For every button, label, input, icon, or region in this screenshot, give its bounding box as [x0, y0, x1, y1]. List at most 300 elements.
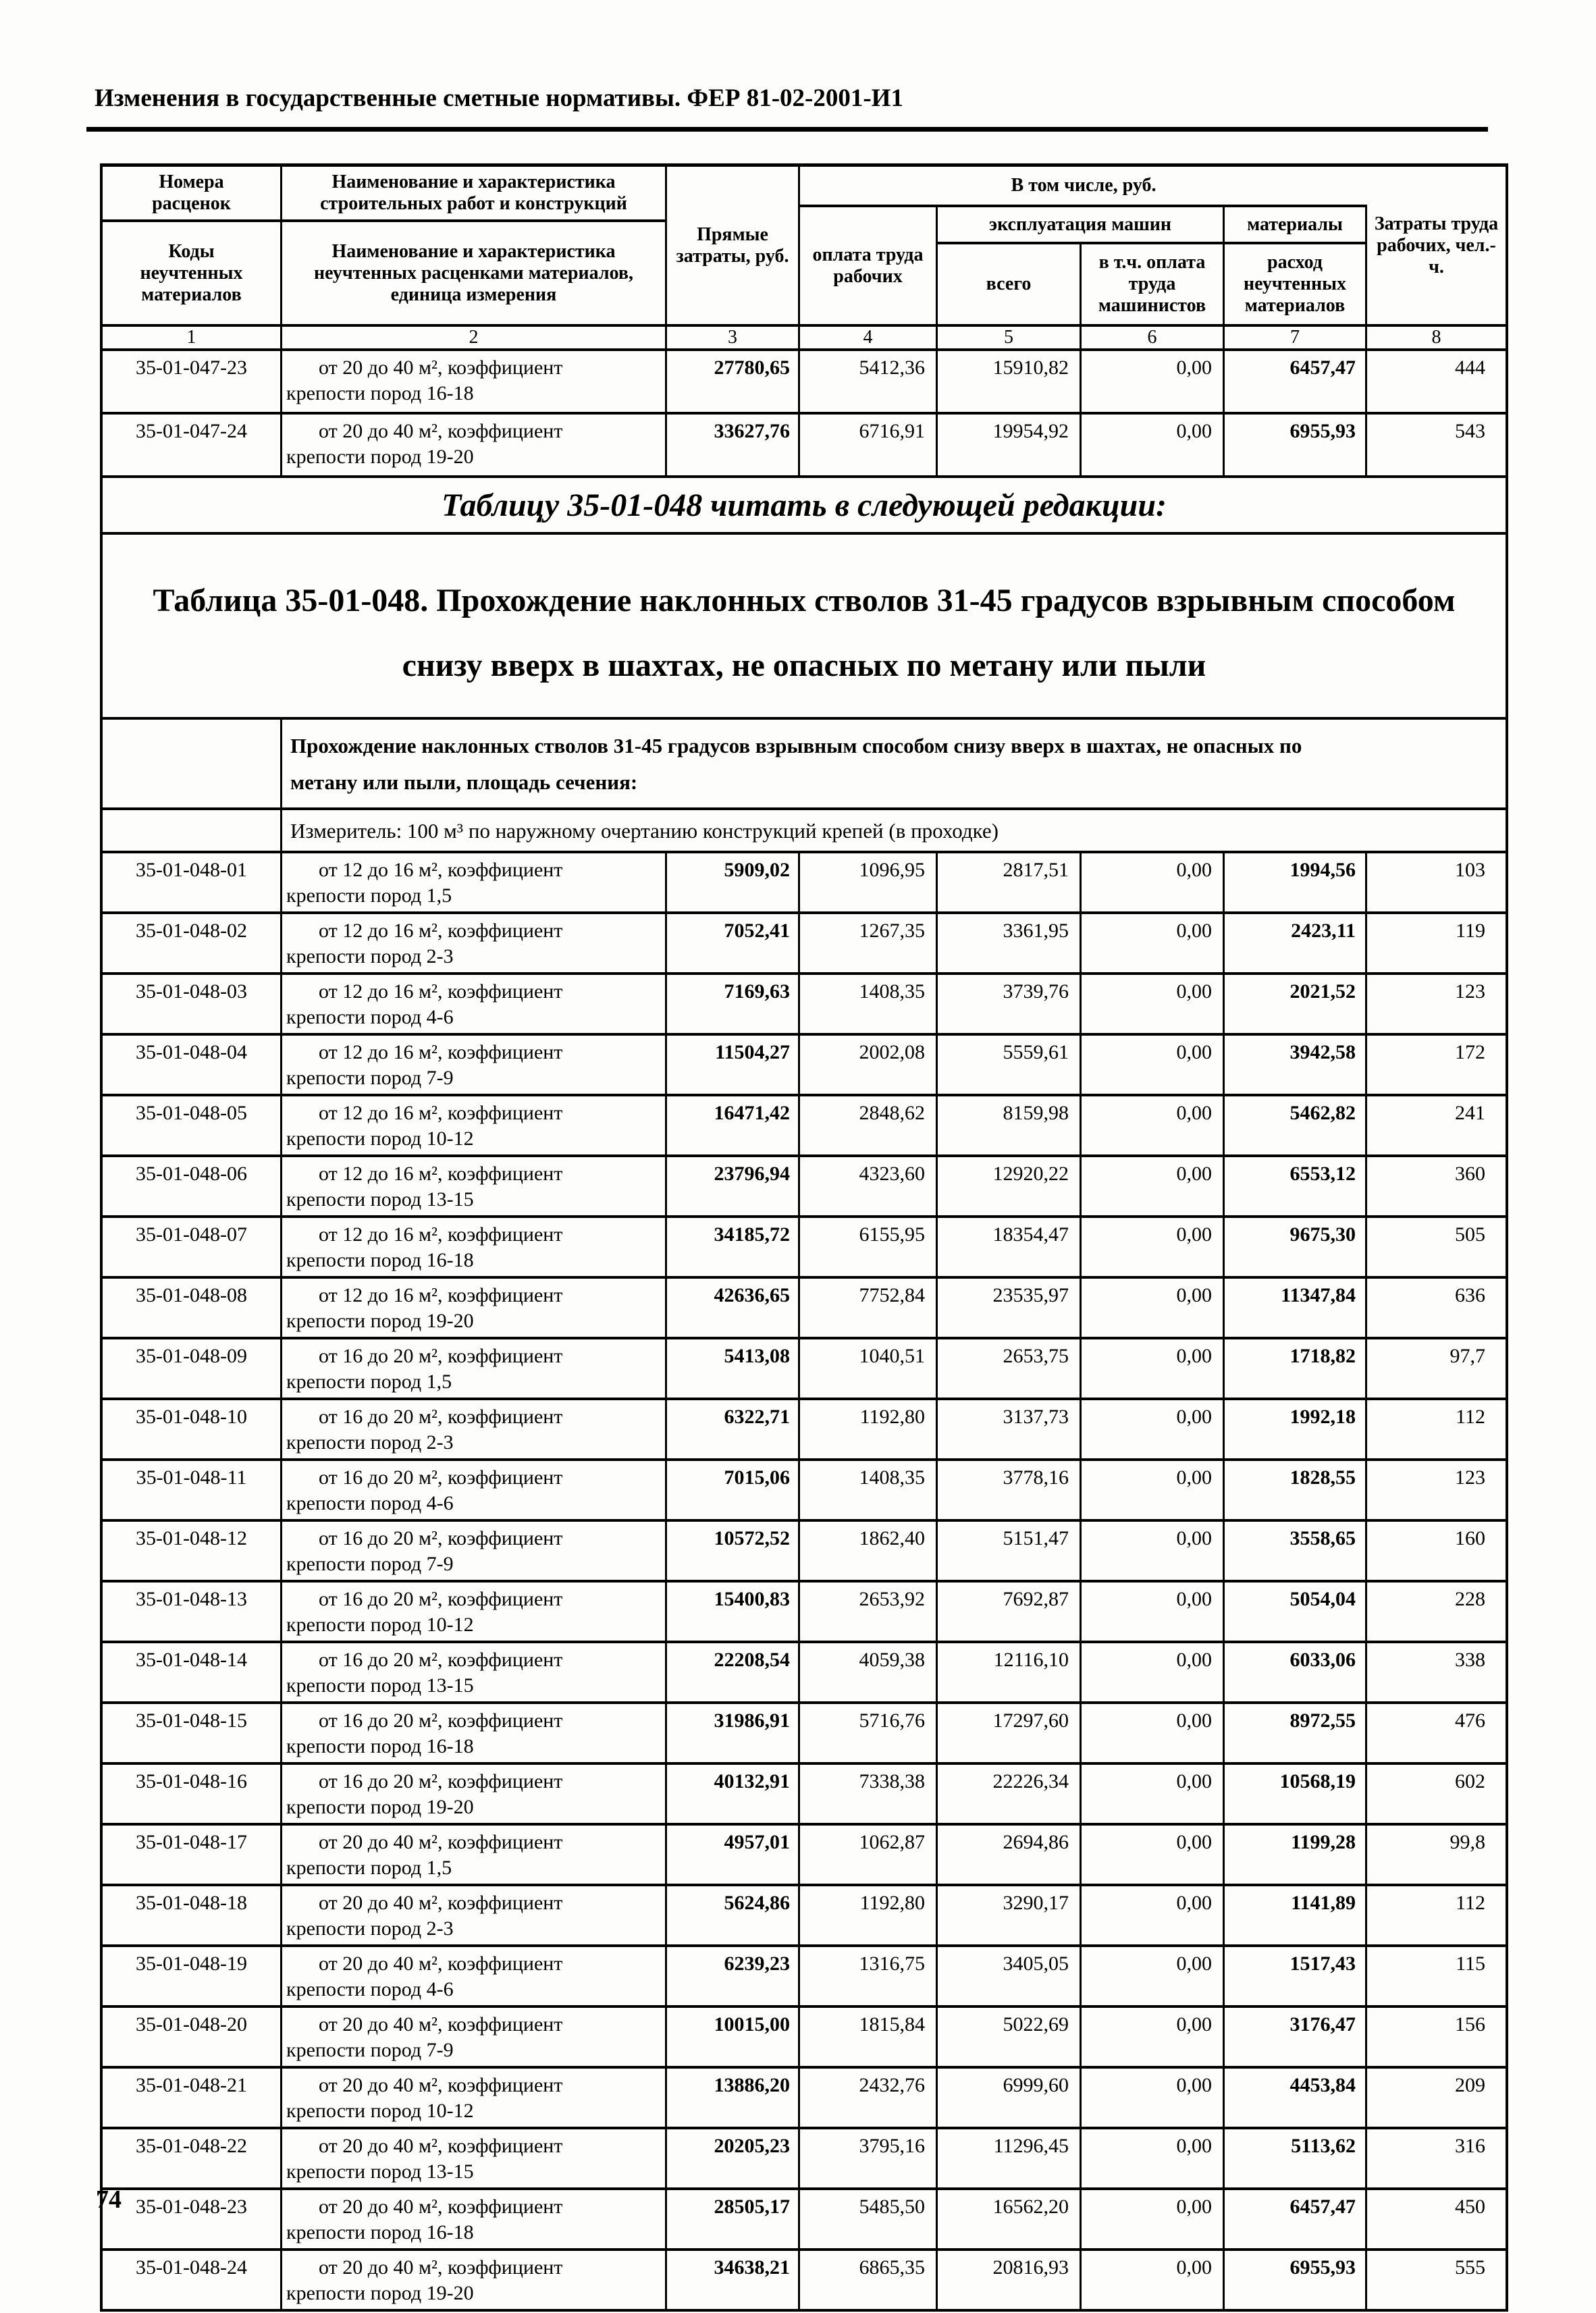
work-description	[282, 1157, 667, 1215]
machines-total-value: 11296,45	[938, 2129, 1082, 2187]
table-row	[103, 1033, 1506, 1094]
machinists-pay-value: 0,00	[1082, 1765, 1225, 1823]
labor-hours-value: 543	[1455, 420, 1485, 442]
machines-total-value: 8159,98	[938, 1096, 1082, 1154]
materials-consumption-value: 5113,62	[1225, 2129, 1367, 2187]
description-line1: от 20 до 40 м², коэффициент	[319, 356, 563, 379]
materials-consumption-value: 9675,30	[1225, 1218, 1367, 1276]
column-numbers-row	[103, 324, 1506, 348]
machinists-pay-value: 0,00	[1082, 1583, 1225, 1641]
labor-hours-value: 99,8	[1449, 1831, 1485, 1853]
rate-code: 35-01-048-22	[103, 2129, 282, 2187]
subtitle-spacer-cell	[103, 720, 282, 807]
direct-costs-value: 31986,91	[667, 1704, 800, 1762]
description-line1: от 12 до 16 м², коэффициент	[319, 859, 563, 881]
materials-consumption-value: 1994,56	[1225, 853, 1367, 911]
table-header	[103, 167, 1506, 324]
machines-total-value: 2653,75	[938, 1339, 1082, 1398]
work-description	[282, 1400, 667, 1458]
machines-total-value: 6999,60	[938, 2069, 1082, 2127]
column-number: 5	[938, 327, 1082, 348]
materials-consumption-value: 1992,18	[1225, 1400, 1367, 1458]
direct-costs-value: 20205,23	[667, 2129, 800, 2187]
rate-code: 35-01-048-05	[103, 1096, 282, 1154]
labor-pay-value: 6155,95	[800, 1218, 938, 1276]
group-materials	[1225, 207, 1367, 324]
machines-total-value: 7692,87	[938, 1583, 1082, 1641]
direct-costs-value: 16471,42	[667, 1096, 800, 1154]
machinists-pay-value: 0,00	[1082, 1522, 1225, 1580]
work-description	[282, 1461, 667, 1519]
column-description	[282, 167, 667, 324]
column-number: 2	[282, 327, 667, 348]
machinists-pay-value: 0,00	[1082, 1096, 1225, 1154]
machines-total-value: 20816,93	[938, 2251, 1082, 2309]
labor-hours-value: 112	[1456, 1892, 1485, 1914]
labor-hours-value: 241	[1455, 1102, 1485, 1124]
direct-costs-value: 33627,76	[667, 415, 800, 475]
machinists-pay-value: 0,00	[1082, 1036, 1225, 1094]
materials-consumption-value: 6955,93	[1225, 415, 1367, 475]
machines-total-value: 12116,10	[938, 1643, 1082, 1701]
table-row	[103, 911, 1506, 972]
description-line2: крепости пород 19-20	[286, 2282, 474, 2304]
labor-hours-value: 505	[1455, 1223, 1485, 1246]
direct-costs-value: 6322,71	[667, 1400, 800, 1458]
rate-code: 35-01-048-12	[103, 1522, 282, 1580]
measure-spacer-cell	[103, 810, 282, 851]
machinists-pay-value: 0,00	[1082, 2251, 1225, 2309]
description-line1: от 20 до 40 м², коэффициент	[319, 2196, 563, 2218]
column-number: 3	[667, 327, 800, 348]
table-row	[103, 1944, 1506, 2005]
labor-hours-value: 172	[1455, 1041, 1485, 1063]
work-description	[282, 1826, 667, 1884]
header-machines-total: всего	[938, 244, 1082, 324]
machines-total-value: 5559,61	[938, 1036, 1082, 1094]
labor-pay-value: 2432,76	[800, 2069, 938, 2127]
direct-costs-value: 28505,17	[667, 2190, 800, 2248]
machines-total-value: 3405,05	[938, 1947, 1082, 2005]
rate-code: 35-01-048-04	[103, 1036, 282, 1094]
labor-pay-value: 1096,95	[800, 853, 938, 911]
direct-costs-value: 42636,65	[667, 1279, 800, 1337]
table-048-measure: Измеритель: 100 м³ по наружному очертанию конструкций крепей (в проходке)	[290, 819, 999, 843]
work-description	[282, 1704, 667, 1762]
machines-total-value: 17297,60	[938, 1704, 1082, 1762]
description-line2: крепости пород 13-15	[286, 1188, 474, 1211]
machinists-pay-value: 0,00	[1082, 2129, 1225, 2187]
direct-costs-value: 5413,08	[667, 1339, 800, 1398]
materials-consumption-value: 1828,55	[1225, 1461, 1367, 1519]
table-048-subtitle	[282, 720, 1506, 807]
work-description	[282, 975, 667, 1033]
work-description	[282, 1583, 667, 1641]
description-line2: крепости пород 16-18	[286, 2221, 474, 2243]
description-line2: крепости пород 2-3	[286, 945, 454, 967]
labor-pay-value: 1040,51	[800, 1339, 938, 1398]
work-description	[282, 1643, 667, 1701]
labor-hours-value: 97,7	[1449, 1345, 1485, 1367]
rate-code: 35-01-048-10	[103, 1400, 282, 1458]
materials-consumption-value: 10568,19	[1225, 1765, 1367, 1823]
table-row	[103, 1580, 1506, 1641]
labor-hours-value: 156	[1455, 2013, 1485, 2036]
work-description	[282, 1947, 667, 2005]
table-row	[103, 1884, 1506, 1944]
rate-code: 35-01-048-19	[103, 1947, 282, 2005]
labor-pay-value: 5412,36	[800, 351, 938, 412]
materials-consumption-value: 3558,65	[1225, 1522, 1367, 1580]
rate-code: 35-01-048-01	[103, 853, 282, 911]
labor-pay-value: 4059,38	[800, 1643, 938, 1701]
description-line1: от 16 до 20 м², коэффициент	[319, 1466, 563, 1489]
machines-total-value: 16562,20	[938, 2190, 1082, 2248]
description-line1: от 12 до 16 м², коэффициент	[319, 1163, 563, 1185]
labor-hours-value: 476	[1455, 1709, 1485, 1732]
work-description	[282, 1218, 667, 1276]
description-line2: крепости пород 16-18	[286, 382, 474, 404]
direct-costs-value: 7015,06	[667, 1461, 800, 1519]
labor-pay-value: 1192,80	[800, 1886, 938, 1944]
column-rate-numbers	[103, 167, 282, 324]
description-line1: от 16 до 20 м², коэффициент	[319, 1406, 563, 1428]
description-line1: от 12 до 16 м², коэффициент	[319, 1284, 563, 1306]
table-row	[103, 1458, 1506, 1519]
description-line2: крепости пород 7-9	[286, 1067, 454, 1089]
work-description	[282, 2251, 667, 2309]
machines-total-value: 18354,47	[938, 1218, 1082, 1276]
labor-pay-value: 3795,16	[800, 2129, 938, 2187]
machinists-pay-value: 0,00	[1082, 2069, 1225, 2127]
machinists-pay-value: 0,00	[1082, 975, 1225, 1033]
description-line1: от 20 до 40 м², коэффициент	[319, 2013, 563, 2036]
labor-hours-value: 123	[1455, 1466, 1485, 1489]
machines-total-value: 15910,82	[938, 351, 1082, 412]
labor-pay-value: 1408,35	[800, 975, 938, 1033]
machinists-pay-value: 0,00	[1082, 1157, 1225, 1215]
machines-total-value: 12920,22	[938, 1157, 1082, 1215]
labor-hours-value: 555	[1455, 2256, 1485, 2279]
work-description	[282, 1096, 667, 1154]
materials-consumption-value: 6955,93	[1225, 2251, 1367, 2309]
work-description	[282, 1522, 667, 1580]
table-row	[103, 1215, 1506, 1276]
labor-pay-value: 7338,38	[800, 1765, 938, 1823]
labor-pay-value: 2653,92	[800, 1583, 938, 1641]
description-line2: крепости пород 1,5	[286, 884, 452, 907]
rate-code: 35-01-048-11	[103, 1461, 282, 1519]
description-line1: от 16 до 20 м², коэффициент	[319, 1345, 563, 1367]
header-works-description: Наименование и характеристика строительных работ и конструкций	[282, 167, 665, 222]
direct-costs-value: 34638,21	[667, 2251, 800, 2309]
machines-total-value: 3739,76	[938, 975, 1082, 1033]
description-line2: крепости пород 7-9	[286, 1553, 454, 1575]
machinists-pay-value: 0,00	[1082, 415, 1225, 475]
table-row	[103, 2248, 1506, 2309]
work-description	[282, 1765, 667, 1823]
labor-pay-value: 6865,35	[800, 2251, 938, 2309]
labor-pay-value: 2002,08	[800, 1036, 938, 1094]
description-line1: от 12 до 16 м², коэффициент	[319, 1102, 563, 1124]
rate-code: 35-01-048-09	[103, 1339, 282, 1398]
materials-consumption-value: 6553,12	[1225, 1157, 1367, 1215]
materials-consumption-value: 8972,55	[1225, 1704, 1367, 1762]
materials-consumption-value: 1199,28	[1225, 1826, 1367, 1884]
materials-consumption-value: 3176,47	[1225, 2008, 1367, 2066]
description-line1: от 12 до 16 м², коэффициент	[319, 1223, 563, 1246]
header-material-codes: Коды неучтенных материалов	[140, 240, 243, 305]
rate-code: 35-01-048-21	[103, 2069, 282, 2127]
rate-code: 35-01-048-18	[103, 1886, 282, 1944]
labor-hours-value: 602	[1455, 1770, 1485, 1792]
work-description	[282, 1036, 667, 1094]
work-description	[282, 853, 667, 911]
header-machines-operation: эксплуатация машин	[938, 207, 1223, 244]
labor-hours-value: 115	[1456, 1952, 1485, 1975]
description-line1: от 20 до 40 м², коэффициент	[319, 1892, 563, 1914]
rate-code: 35-01-047-24	[103, 415, 282, 475]
materials-consumption-value: 1718,82	[1225, 1339, 1367, 1398]
direct-costs-value: 11504,27	[667, 1036, 800, 1094]
direct-costs-value: 23796,94	[667, 1157, 800, 1215]
machines-total-value: 3778,16	[938, 1461, 1082, 1519]
table-048-title-line2: снизу вверх в шахтах, не опасных по метану или пыли	[402, 647, 1206, 683]
direct-costs-value: 34185,72	[667, 1218, 800, 1276]
header-materials: материалы	[1225, 207, 1365, 244]
machinists-pay-value: 0,00	[1082, 1339, 1225, 1398]
machinists-pay-value: 0,00	[1082, 2008, 1225, 2066]
description-line2: крепости пород 4-6	[286, 1006, 454, 1028]
description-line2: крепости пород 1,5	[286, 1857, 452, 1879]
direct-costs-value: 27780,65	[667, 351, 800, 412]
labor-hours-value: 228	[1455, 1588, 1485, 1610]
rate-code: 35-01-048-02	[103, 914, 282, 972]
table-row	[103, 2187, 1506, 2248]
materials-consumption-value: 2021,52	[1225, 975, 1367, 1033]
rate-code: 35-01-048-08	[103, 1279, 282, 1337]
description-line2: крепости пород 13-15	[286, 2160, 474, 2183]
group-machines	[938, 207, 1225, 324]
table-row	[103, 1154, 1506, 1215]
table-048-rows	[103, 851, 1506, 2309]
direct-costs-value: 10015,00	[667, 2008, 800, 2066]
description-line1: от 16 до 20 м², коэффициент	[319, 1588, 563, 1610]
description-line1: от 12 до 16 м², коэффициент	[319, 920, 563, 942]
table-row	[103, 2005, 1506, 2066]
description-line1: от 12 до 16 м², коэффициент	[319, 1041, 563, 1063]
labor-pay-value: 1408,35	[800, 1461, 938, 1519]
header-rate-numbers: Номера расценок	[103, 167, 280, 222]
work-description	[282, 2069, 667, 2127]
description-line1: от 20 до 40 м², коэффициент	[319, 2135, 563, 2157]
machines-total-value: 3137,73	[938, 1400, 1082, 1458]
rate-code: 35-01-048-24	[103, 2251, 282, 2309]
description-line1: от 16 до 20 м², коэффициент	[319, 1770, 563, 1792]
materials-consumption-value: 11347,84	[1225, 1279, 1367, 1337]
rate-code: 35-01-048-17	[103, 1826, 282, 1884]
table-row	[103, 348, 1506, 412]
rate-code: 35-01-048-07	[103, 1218, 282, 1276]
table-row	[103, 1519, 1506, 1580]
rate-code: 35-01-048-23	[103, 2190, 282, 2248]
group-in-total	[800, 167, 1367, 324]
machinists-pay-value: 0,00	[1082, 1643, 1225, 1701]
header-materials-description: Наименование и характеристика неучтенных расценками материалов, единица измерения	[314, 240, 633, 305]
labor-hours-value: 450	[1455, 2196, 1485, 2218]
header-labor-hours: Затраты труда рабочих, чел.-ч.	[1374, 213, 1499, 277]
description-line2: крепости пород 7-9	[286, 2039, 454, 2061]
description-line2: крепости пород 19-20	[286, 1310, 474, 1332]
materials-consumption-value: 6457,47	[1225, 2190, 1367, 2248]
work-description	[282, 914, 667, 972]
machines-total-value: 3361,95	[938, 914, 1082, 972]
labor-pay-value: 1862,40	[800, 1522, 938, 1580]
description-line1: от 20 до 40 м², коэффициент	[319, 2256, 563, 2279]
direct-costs-value: 7052,41	[667, 914, 800, 972]
rate-code: 35-01-048-16	[103, 1765, 282, 1823]
table-048-subtitle-row	[103, 717, 1506, 807]
labor-pay-value: 1815,84	[800, 2008, 938, 2066]
work-description	[282, 1279, 667, 1337]
rate-code: 35-01-047-23	[103, 351, 282, 412]
table-row	[103, 1762, 1506, 1823]
labor-hours-value: 636	[1455, 1284, 1485, 1306]
labor-hours-value: 123	[1455, 980, 1485, 1003]
table-048-measure-row	[103, 807, 1506, 851]
header-rule	[86, 127, 1488, 132]
work-description	[282, 1886, 667, 1944]
column-number: 4	[800, 327, 938, 348]
labor-hours-value: 119	[1456, 920, 1485, 942]
table-row	[103, 2066, 1506, 2127]
direct-costs-value: 15400,83	[667, 1583, 800, 1641]
machinists-pay-value: 0,00	[1082, 853, 1225, 911]
labor-pay-value: 7752,84	[800, 1279, 938, 1337]
table-row	[103, 1701, 1506, 1762]
header-in-total: В том числе, руб.	[800, 167, 1367, 207]
description-line2: крепости пород 10-12	[286, 1127, 474, 1150]
table-row	[103, 1823, 1506, 1884]
description-line2: крепости пород 1,5	[286, 1371, 452, 1393]
description-line1: от 20 до 40 м², коэффициент	[319, 2074, 563, 2096]
machinists-pay-value: 0,00	[1082, 914, 1225, 972]
rate-code: 35-01-048-14	[103, 1643, 282, 1701]
edit-note: Таблицу 35-01-048 читать в следующей редакции:	[103, 475, 1506, 532]
column-number: 8	[1431, 327, 1441, 348]
subtitle-line2: метану или пыли, площадь сечения:	[290, 770, 638, 794]
column-number: 7	[1225, 327, 1367, 348]
materials-consumption-value: 2423,11	[1225, 914, 1367, 972]
rates-table	[100, 163, 1508, 2312]
labor-hours-value: 112	[1456, 1406, 1485, 1428]
direct-costs-value: 7169,63	[667, 975, 800, 1033]
labor-hours-value: 444	[1455, 356, 1485, 379]
description-line2: крепости пород 16-18	[286, 1249, 474, 1271]
materials-consumption-value: 1517,43	[1225, 1947, 1367, 2005]
machines-total-value: 3290,17	[938, 1886, 1082, 1944]
labor-pay-value: 5485,50	[800, 2190, 938, 2248]
work-description	[282, 415, 667, 475]
direct-costs-value: 4957,01	[667, 1826, 800, 1884]
machines-total-value: 22226,34	[938, 1765, 1082, 1823]
work-description	[282, 2190, 667, 2248]
description-line2: крепости пород 4-6	[286, 1492, 454, 1514]
header-labor-pay: оплата труда рабочих	[800, 207, 938, 324]
table-048-title-line1: Таблица 35-01-048. Прохождение наклонных стволов 31-45 градусов взрывным способом	[153, 583, 1456, 618]
machinists-pay-value: 0,00	[1082, 1218, 1225, 1276]
direct-costs-value: 10572,52	[667, 1522, 800, 1580]
labor-pay-value: 2848,62	[800, 1096, 938, 1154]
table-row	[103, 1641, 1506, 1701]
column-number: 6	[1082, 327, 1225, 348]
machinists-pay-value: 0,00	[1082, 1886, 1225, 1944]
labor-pay-value: 4323,60	[800, 1157, 938, 1215]
machinists-pay-value: 0,00	[1082, 1826, 1225, 1884]
subtitle-line1: Прохождение наклонных стволов 31-45 градусов взрывным способом снизу вверх в шахтах, не опасных по	[290, 734, 1302, 757]
table-048-title	[103, 532, 1506, 717]
table-row	[103, 1337, 1506, 1398]
labor-pay-value: 1192,80	[800, 1400, 938, 1458]
labor-hours-value: 209	[1455, 2074, 1485, 2096]
work-description	[282, 351, 667, 412]
description-line1: от 16 до 20 м², коэффициент	[319, 1709, 563, 1732]
description-line1: от 20 до 40 м², коэффициент	[319, 1831, 563, 1853]
work-description	[282, 1339, 667, 1398]
materials-consumption-value: 4453,84	[1225, 2069, 1367, 2127]
machines-total-value: 5151,47	[938, 1522, 1082, 1580]
labor-pay-value: 5716,76	[800, 1704, 938, 1762]
rate-code: 35-01-048-03	[103, 975, 282, 1033]
machinists-pay-value: 0,00	[1082, 1947, 1225, 2005]
labor-pay-value: 1062,87	[800, 1826, 938, 1884]
labor-hours-value: 360	[1455, 1163, 1485, 1185]
rate-code: 35-01-048-06	[103, 1157, 282, 1215]
description-line2: крепости пород 16-18	[286, 1735, 474, 1757]
description-line2: крепости пород 19-20	[286, 446, 474, 468]
description-line1: от 16 до 20 м², коэффициент	[319, 1527, 563, 1549]
machinists-pay-value: 0,00	[1082, 1461, 1225, 1519]
machinists-pay-value: 0,00	[1082, 1400, 1225, 1458]
table-row	[103, 972, 1506, 1033]
table-row	[103, 1094, 1506, 1154]
materials-consumption-value: 5054,04	[1225, 1583, 1367, 1641]
machinists-pay-value: 0,00	[1082, 351, 1225, 412]
description-line1: от 20 до 40 м², коэффициент	[319, 420, 563, 442]
rate-code: 35-01-048-20	[103, 2008, 282, 2066]
table-row	[103, 851, 1506, 911]
direct-costs-value: 5624,86	[667, 1886, 800, 1944]
description-line2: крепости пород 10-12	[286, 2100, 474, 2122]
description-line2: крепости пород 13-15	[286, 1674, 474, 1697]
machinists-pay-value: 0,00	[1082, 1704, 1225, 1762]
page-number: 74	[96, 2185, 122, 2214]
table-row	[103, 412, 1506, 475]
table-row	[103, 1276, 1506, 1337]
labor-hours-value: 338	[1455, 1649, 1485, 1671]
page-running-header: Изменения в государственные сметные нормативы. ФЕР 81-02-2001-И1	[95, 84, 903, 112]
labor-hours-value: 103	[1455, 859, 1485, 881]
machines-total-value: 19954,92	[938, 415, 1082, 475]
materials-consumption-value: 1141,89	[1225, 1886, 1367, 1944]
materials-consumption-value: 6457,47	[1225, 351, 1367, 412]
column-number: 1	[103, 327, 282, 348]
materials-consumption-value: 5462,82	[1225, 1096, 1367, 1154]
description-line2: крепости пород 4-6	[286, 1978, 454, 2000]
labor-pay-value: 6716,91	[800, 415, 938, 475]
machines-total-value: 5022,69	[938, 2008, 1082, 2066]
description-line2: крепости пород 10-12	[286, 1614, 474, 1636]
